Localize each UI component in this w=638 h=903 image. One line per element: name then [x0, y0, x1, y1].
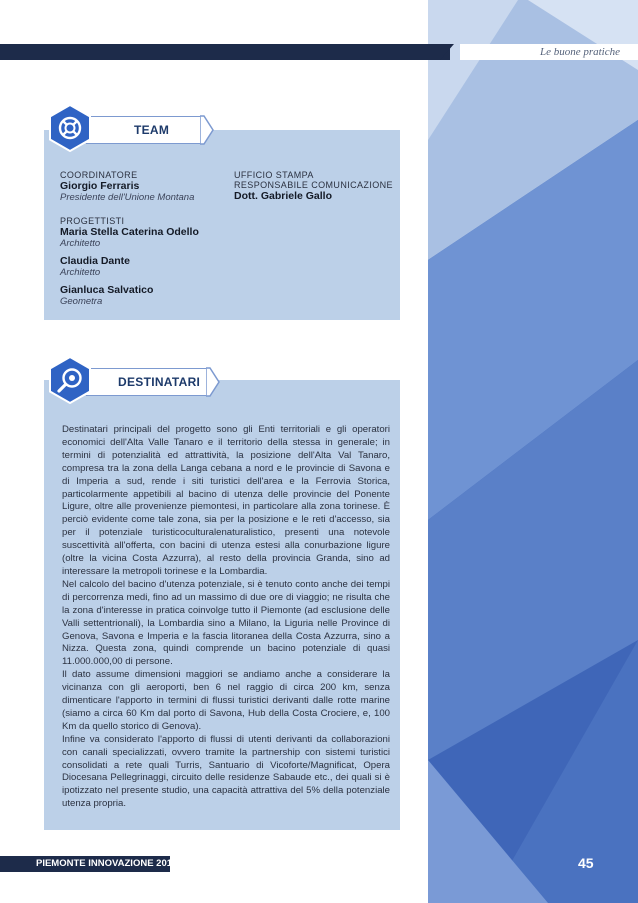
lifebuoy-icon	[48, 104, 92, 152]
recipients-paragraph: Destinatari principali del progetto sono gli Enti territoriali e gli operatori economici dell'Alta Valle Tanaro e il territorio della stessa in generale; in termini di potenzialità ed attrattività, la posizione dell'Alta Val Tanaro, compresa tra la zona della Langa cebana a nord e le provincie di Savona e di Imperia a sud, rende i siti turistici dell'area e la Ferrovia Storica, particolarmente appetibili al bacino di utenza delle provincie del Ponente Ligure, oltre alle provenienze piemontesi, in particolare alla zona torinese. È perciò evidente come tale zona, sia per la posizione e le reti d'accesso, sia per il potenziale turisticoculturalenaturalistico, presenti una notevole suscettività all'offerta, con bacini di utenza estesi alla conurbazione ligure (oltre la vicina Costa Azzurra), al resto della provincia Granda, sino ad interessare la metropoli torinese e la Lombardia.	[62, 424, 390, 577]
designers-heading: PROGETTISTI	[60, 216, 125, 226]
press-officer-name: Dott. Gabriele Gallo	[234, 190, 333, 202]
recipients-tab-arrow	[206, 367, 220, 397]
target-search-icon	[48, 356, 92, 404]
publication-name: PIEMONTE INNOVAZIONE 2018	[36, 858, 178, 869]
designer-role: Architetto	[60, 238, 101, 249]
geometric-pattern	[428, 0, 638, 903]
team-tab-arrow	[200, 115, 214, 145]
recipients-title: DESTINATARI	[118, 375, 201, 389]
recipients-body	[62, 424, 390, 811]
decorative-side-panel	[428, 0, 638, 903]
coordinator-block	[60, 170, 194, 203]
recipients-paragraph: Il dato assume dimensioni maggiori se andiamo anche a considerare la vicinanza con gli aeroporti, ben 6 nel raggio di circa 200 km, senza dimenticare l'apporto in termini di flussi turistici derivanti dalle rotte marine (siamo a circa 60 Km dal porto di Savona, Hub della Costa Crociere, e, 100 Km da quello storico di Genova).	[62, 669, 390, 732]
coordinator-role: Presidente dell'Unione Montana	[60, 192, 195, 203]
header-bar	[0, 44, 450, 60]
recipients-paragraph: Infine va considerato l'apporto di flussi di utenti derivanti da collaborazioni con canali specializzati, ovvero tramite la partnership con sistemi turistici consolidati a rete quali Turris, Santuario di Vicoforte/Magnificat, Opera Diocesana Pellegrinaggi, circuito delle residenze Sabaude etc., dei quali si è ipotizzato nel presente studio, una capacità attrattiva del 5% della potenziale utenza propria.	[62, 733, 390, 810]
designer-name: Claudia Dante	[60, 255, 131, 267]
header-bar-cap	[440, 44, 454, 60]
coordinator-heading: COORDINATORE	[60, 170, 138, 180]
page-number: 45	[578, 855, 594, 871]
designer-role: Architetto	[60, 267, 101, 278]
section-label: Le buone pratiche	[539, 46, 620, 58]
designers-block	[60, 216, 199, 307]
team-title: TEAM	[134, 123, 170, 137]
designer-role: Geometra	[60, 296, 103, 307]
designer-name: Maria Stella Caterina Odello	[60, 226, 199, 238]
press-office-heading: UFFICIO STAMPA	[234, 170, 314, 180]
coordinator-name: Giorgio Ferraris	[60, 180, 140, 192]
press-office-block	[234, 170, 393, 202]
communication-heading: RESPONSABILE COMUNICAZIONE	[234, 180, 393, 190]
recipients-paragraph: Nel calcolo del bacino d'utenza potenziale, si è tenuto conto anche dei tempi di percorrenza medi, fino ad un massimo di due ore di viaggio; ne risulta che la zona d'interesse in pratica coinvolge tutto il Piemonte (ad esclusione delle Valli settentrionali), la Lombardia sino a Milano, la Liguria nelle Province di Genova, Savona e Imperia e la fascia litoranea della Costa Azzurra, sino a Nizza. Questa zona, quindi comprende un bacino potenziale di quasi 11.000.000,00 di persone.	[62, 578, 390, 668]
designer-name: Gianluca Salvatico	[60, 284, 154, 296]
